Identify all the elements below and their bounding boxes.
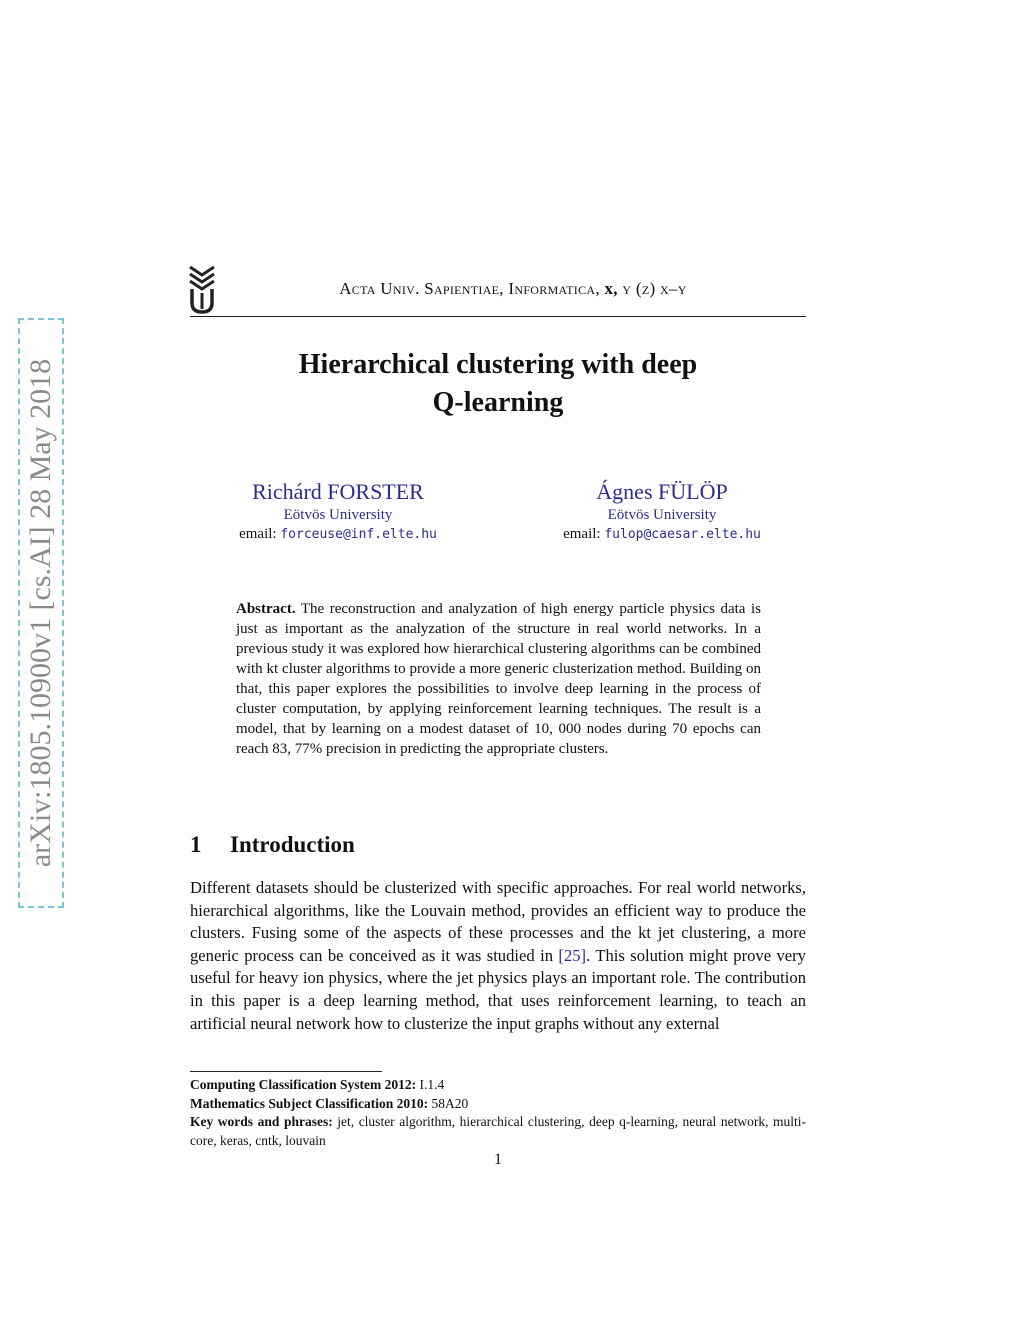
- email-label: email:: [239, 526, 277, 542]
- ccs-value: I.1.4: [419, 1077, 445, 1092]
- email-label: email:: [563, 526, 601, 542]
- author-email-link[interactable]: fulop@caesar.elte.hu: [604, 527, 761, 542]
- section-title: Introduction: [230, 832, 355, 857]
- author-affiliation: Eötvös University: [607, 507, 717, 523]
- title-line-1: Hierarchical clustering with deep: [298, 349, 698, 380]
- msc-line: [190, 1095, 806, 1114]
- journal-name: Acta Univ. Sapientiae, Informatica,: [339, 279, 600, 298]
- section-number: 1: [190, 832, 202, 857]
- ccs-line: [190, 1076, 806, 1095]
- citation-link[interactable]: [25]: [558, 945, 587, 965]
- msc-value: 58A20: [431, 1095, 469, 1111]
- paper-title: [190, 346, 806, 422]
- page-number: 1: [494, 1151, 502, 1168]
- footnotes: [190, 1076, 806, 1150]
- arxiv-identifier: arXiv:1805.10900v1 [cs.AI] 28 May 2018: [24, 358, 57, 868]
- arxiv-stamp: [18, 318, 64, 908]
- author-block-1: [178, 478, 498, 545]
- journal-volume: x,: [604, 279, 618, 298]
- author-email-line: [178, 524, 498, 545]
- header-rule: [190, 316, 806, 317]
- section-heading: [190, 832, 355, 858]
- keywords-line: [190, 1113, 806, 1150]
- journal-issue: y (z) x–y: [622, 279, 687, 298]
- intro-paragraph: [190, 877, 806, 1035]
- author-name[interactable]: Richárd FORSTER: [252, 479, 424, 504]
- title-line-2: Q-learning: [432, 387, 564, 418]
- journal-logo-icon: [188, 265, 216, 315]
- ccs-label: Computing Classification System 2012:: [190, 1077, 417, 1092]
- keywords-label: Key words and phrases:: [190, 1114, 333, 1129]
- msc-label: Mathematics Subject Classification 2010:: [190, 1095, 429, 1111]
- abstract: [236, 599, 761, 759]
- author-affiliation: Eötvös University: [283, 507, 393, 523]
- intro-text-part1: Different datasets should be clusterized with specific approaches. For real world networks, hierarchical algorithms, like the Louvain method, provides an efficient way to produce the clusters. Fusing some of the aspects of these processes and the kt jet clustering, a more generic process can be conceived as it was studied in: [190, 878, 806, 965]
- intro-text-part2: . This solution might prove very useful for heavy ion physics, where the jet physics plays an important role. The contribution in this paper is a deep learning method, that uses reinforcement learning, to teach an artificial neural network how to clusterize the input graphs without any external: [190, 945, 806, 1033]
- abstract-label: Abstract.: [236, 601, 296, 617]
- author-email-line: [502, 524, 822, 545]
- author-name[interactable]: Ágnes FÜLÖP: [596, 479, 728, 504]
- abstract-text: The reconstruction and analyzation of high energy particle physics data is just as important as the analyzation of the structure in real world networks. In a previous study it was explored how hierarchical clustering algorithms can be combined with kt cluster algorithms to provide a more generic clusterization method. Building on that, this paper explores the possibilities to involve deep learning in the process of cluster computation, by applying reinforcement learning techniques. The result is a model, that by learning on a modest dataset of 10, 000 nodes during 70 epochs can reach 83, 77% precision in predicting the appropriate clusters.: [236, 601, 762, 757]
- keywords-value: jet, cluster algorithm, hierarchical clustering, deep q-learning, neural network, multi-core, keras, cntk, louvain: [190, 1114, 807, 1148]
- footnote-rule: [190, 1071, 382, 1072]
- author-block-2: [502, 478, 822, 545]
- author-email-link[interactable]: forceuse@inf.elte.hu: [280, 527, 437, 542]
- journal-header: [220, 279, 806, 299]
